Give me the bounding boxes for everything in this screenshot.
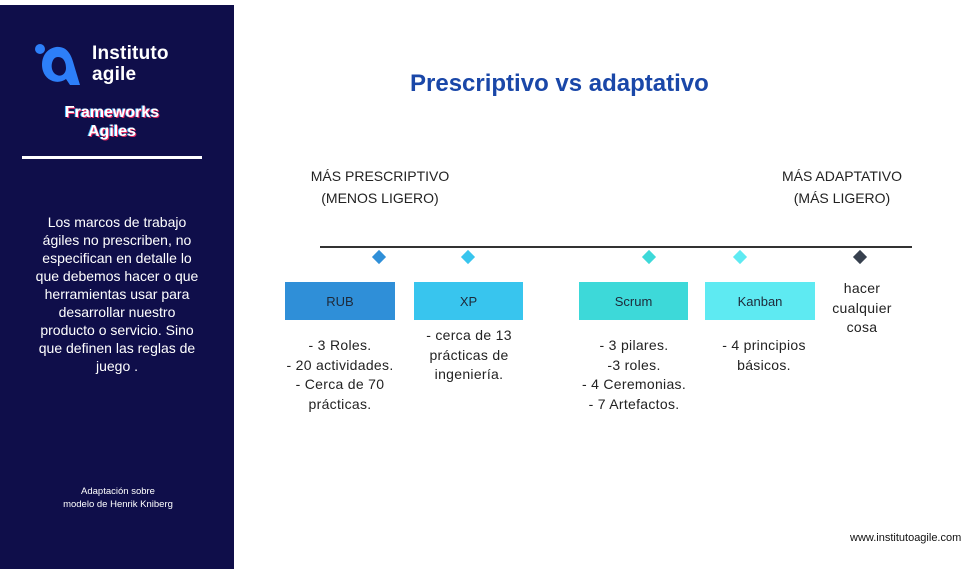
anything-desc-line: cosa bbox=[846, 319, 878, 335]
left-pole-line-2: (MENOS LIGERO) bbox=[321, 190, 439, 206]
scrum-desc-line: - 3 pilares. bbox=[599, 337, 669, 353]
xp-desc-line: prácticas de bbox=[429, 346, 509, 363]
xp-marker bbox=[461, 250, 475, 264]
logo-mark-icon bbox=[34, 41, 86, 87]
kanban-box bbox=[705, 282, 815, 320]
left-pole-label bbox=[306, 165, 454, 209]
sidebar bbox=[0, 5, 234, 569]
rub-desc-line: prácticas. bbox=[308, 395, 372, 412]
xp-description bbox=[400, 326, 538, 385]
scrum-description bbox=[566, 336, 702, 414]
description-line: juego . bbox=[95, 358, 139, 374]
rub-marker bbox=[372, 250, 386, 264]
xp-desc-line: - cerca de 13 bbox=[426, 327, 512, 343]
rub-description bbox=[270, 336, 410, 414]
xp-label: XP bbox=[459, 293, 478, 309]
right-pole-label bbox=[768, 165, 916, 209]
description-line: desarrollar nuestro bbox=[58, 304, 176, 320]
rub-box bbox=[285, 282, 395, 320]
kanban-marker bbox=[733, 250, 747, 264]
spectrum-axis bbox=[320, 246, 912, 248]
rub-desc-line: - Cerca de 70 bbox=[295, 376, 385, 392]
logo-line-2: agile bbox=[92, 64, 137, 85]
description-line: especifican en detalle lo bbox=[42, 250, 192, 266]
description-line: producto o servicio. Sino bbox=[40, 322, 194, 338]
scrum-desc-line: -3 roles. bbox=[607, 356, 661, 373]
description-line: ágiles no prescriben, no bbox=[42, 232, 192, 248]
anything-desc-line: hacer bbox=[843, 280, 881, 296]
scrum-label: Scrum bbox=[614, 293, 653, 309]
kanban-desc-line: - 4 principios bbox=[722, 337, 806, 353]
description-line: herramientas usar para bbox=[44, 286, 190, 302]
description-line: Los marcos de trabajo bbox=[47, 214, 187, 230]
credit-line: Adaptación sobre bbox=[81, 486, 155, 497]
rub-desc-line: - 3 Roles. bbox=[308, 337, 372, 353]
description-line: que definen las reglas de bbox=[38, 340, 196, 356]
scrum-desc-line: - 4 Ceremonias. bbox=[581, 376, 687, 392]
sidebar-divider bbox=[22, 156, 202, 159]
anything-desc-line: cualquier bbox=[832, 299, 892, 316]
sidebar-title-line-1: Frameworks bbox=[64, 104, 160, 121]
anything-description bbox=[820, 279, 904, 338]
left-pole-line-1: MÁS PRESCRIPTIVO bbox=[310, 168, 450, 184]
logo-line-1: Instituto bbox=[92, 43, 169, 64]
scrum-marker bbox=[642, 250, 656, 264]
scrum-desc-line: - 7 Artefactos. bbox=[588, 395, 680, 412]
right-pole-line-2: (MÁS LIGERO) bbox=[793, 190, 891, 206]
rub-desc-line: - 20 actividades. bbox=[286, 356, 394, 373]
xp-box bbox=[414, 282, 523, 320]
kanban-desc-line: básicos. bbox=[737, 356, 791, 373]
anything-marker bbox=[853, 250, 867, 264]
xp-desc-line: ingeniería. bbox=[434, 366, 504, 382]
kanban-label: Kanban bbox=[737, 293, 783, 309]
sidebar-title-line-2: Agiles bbox=[87, 123, 136, 140]
logo-text bbox=[92, 43, 169, 85]
sidebar-description bbox=[30, 213, 204, 375]
rub-label: RUB bbox=[326, 293, 354, 309]
right-pole-line-1: MÁS ADAPTATIVO bbox=[781, 168, 903, 184]
credit-line: modelo de Henrik Kniberg bbox=[63, 499, 173, 510]
kanban-description bbox=[700, 336, 828, 375]
sidebar-credit bbox=[40, 485, 196, 511]
footer-url: www.institutoagile.com bbox=[850, 532, 962, 544]
description-line: que debemos hacer o que bbox=[35, 268, 199, 284]
page-title: Prescriptivo vs adaptativo bbox=[410, 70, 709, 97]
scrum-box bbox=[579, 282, 688, 320]
sidebar-title bbox=[22, 103, 202, 141]
